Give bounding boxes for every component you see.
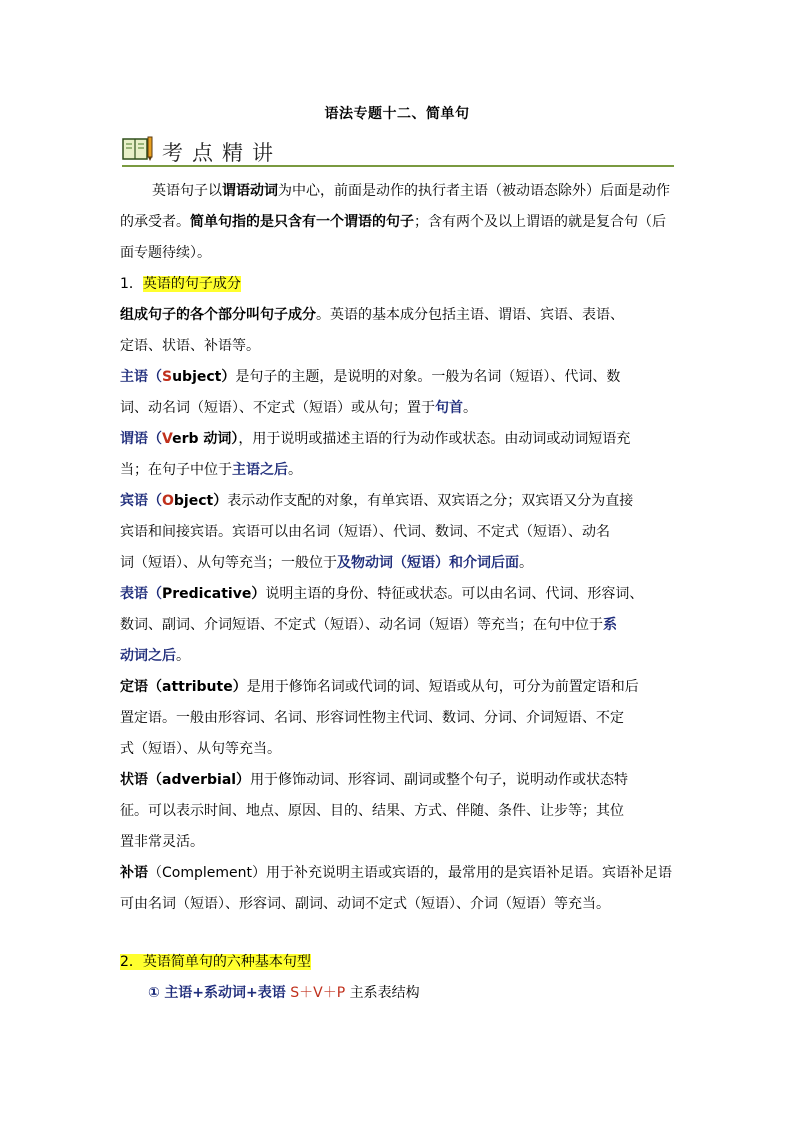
main-content — [120, 176, 672, 1009]
adverbial-line-2: 征。可以表示时间、地点、原因、目的、结果、方式、伴随、条件、让步等；其位 — [120, 803, 624, 819]
section-1-heading: 1．英语的句子成分 — [120, 276, 241, 292]
subject-line-1: 主语（Subject）是句子的主题，是说明的对象。一般为名词（短语）、代词、数 — [120, 369, 621, 385]
definition-line-1: 组成句子的各个部分叫句子成分。英语的基本成分包括主语、谓语、宾语、表语、 — [120, 307, 624, 323]
spacer — [120, 920, 672, 947]
intro-line-3: 面专题待续）。 — [120, 245, 211, 261]
intro-line-1: 英语句子以谓语动词为中心，前面是动作的执行者主语（被动语态除外）后面是动作 — [152, 183, 670, 199]
predicative-line-3: 动词之后。 — [120, 648, 190, 664]
adverbial-line-1: 状语（adverbial）用于修饰动词、形容词、副词或整个句子，说明动作或状态特 — [120, 772, 629, 788]
predicate-line-1: 谓语（Verb 动词），用于说明或描述主语的行为动作或状态。由动词或动词短语充 — [120, 431, 631, 447]
banner-divider — [122, 165, 674, 167]
object-line-3: 词（短语）、从句等充当；一般位于及物动词（短语）和介词后面。 — [120, 555, 533, 571]
pattern-1: ① 主语+系动词+表语 S＋V＋P 主系表结构 — [148, 985, 420, 1001]
complement-line-1: 补语（Complement）用于补充说明主语或宾语的，最常用的是宾语补足语。宾语补足语 — [120, 865, 672, 881]
complement-line-2: 可由名词（短语）、形容词、副词、动词不定式（短语）、介词（短语）等充当。 — [120, 896, 610, 912]
intro-line-2: 的承受者。简单句指的是只含有一个谓语的句子；含有两个及以上谓语的就是复合句（后 — [120, 214, 666, 230]
page-title: 语法专题十二、简单句 — [324, 106, 470, 122]
attribute-line-3: 式（短语）、从句等充当。 — [120, 741, 281, 757]
adverbial-line-3: 置非常灵活。 — [120, 834, 204, 850]
object-line-2: 宾语和间接宾语。宾语可以由名词（短语）、代词、数词、不定式（短语）、动名 — [120, 524, 610, 540]
object-line-1: 宾语（Object）表示动作支配的对象，有单宾语、双宾语之分；双宾语又分为直接 — [120, 493, 634, 509]
predicative-line-2: 数词、副词、介词短语、不定式（短语）、动名词（短语）等充当；在句中位于系 — [120, 617, 617, 633]
section-2-heading: 2．英语简单句的六种基本句型 — [120, 954, 311, 970]
attribute-line-1: 定语（attribute）是用于修饰名词或代词的词、短语或从句，可分为前置定语和后 — [120, 679, 639, 695]
predicate-line-2: 当；在句子中位于主语之后。 — [120, 462, 302, 478]
predicative-line-1: 表语（Predicative）说明主语的身份、特征或状态。可以由名词、代词、形容词、 — [120, 586, 644, 602]
section-banner — [122, 131, 674, 167]
banner-label: 考点精讲 — [162, 141, 282, 165]
definition-line-2: 定语、状语、补语等。 — [120, 338, 260, 354]
book-pencil-icon — [122, 135, 154, 163]
subject-line-2: 词、动名词（短语）、不定式（短语）或从句；置于句首。 — [120, 400, 477, 416]
attribute-line-2: 置定语。一般由形容词、名词、形容词性物主代词、数词、分词、介词短语、不定 — [120, 710, 624, 726]
